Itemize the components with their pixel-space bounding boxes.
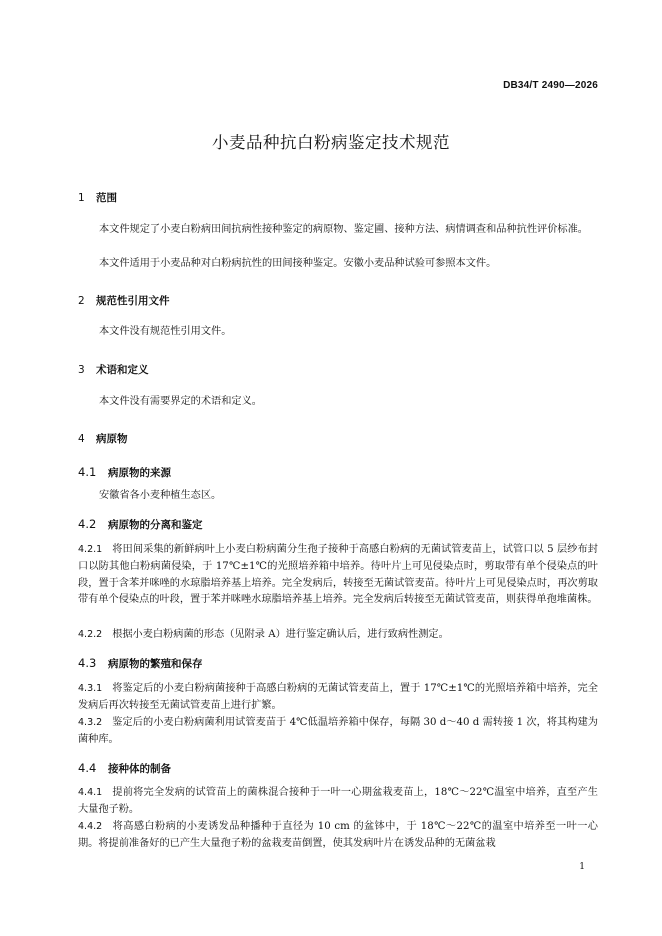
section-title: 规范性引用文件 (96, 295, 170, 307)
section-title: 术语和定义 (96, 364, 149, 376)
section-title: 范围 (96, 192, 117, 204)
section-title: 病原物 (96, 433, 128, 445)
clause-text: 将田间采集的新鲜病叶上小麦白粉病菌分生孢子接种于高感白粉病的无菌试管麦苗上，试管口以 5 层纱布封口以防其他白粉病菌侵染，于 17℃±1℃的光照培养箱中培养。待叶片上可见侵染点时，剪取带有单个侵染点的叶段，置于含苯并咪唑的水琼脂培养基上培养。完全发病后，转接至无菌试管麦苗。待叶片上可见侵染点时，再次剪取带有单个侵染点的叶段，置于苯并咪唑水琼脂培养基上培养。完全发病后转接至无菌试管麦苗，则获得单孢堆菌株。 (78, 544, 598, 606)
section-heading-terms (78, 362, 149, 377)
section-heading-pathogen (78, 431, 128, 446)
clause-4-4-2 (78, 819, 598, 853)
clause-text: 鉴定后的小麦白粉病菌利用试管麦苗于 4℃低温培养箱中保存，每隔 30 d～40 d 需转接 1 次，将其构建为菌种库。 (78, 717, 598, 745)
subsection-title: 病原物的繁殖和保存 (108, 658, 203, 670)
clause-4-4-1 (78, 785, 598, 819)
clause-4-3-2 (78, 715, 598, 749)
subsection-title: 病原物的分离和鉴定 (108, 519, 203, 531)
subsection-heading-4-4 (78, 761, 171, 776)
clause-text: 将鉴定后的小麦白粉病菌接种于高感白粉病的无菌试管麦苗上，置于 17℃±1℃的光照培养箱中培养，完全发病后再次转接至无菌试管麦苗上进行扩繁。 (78, 683, 598, 711)
clause-number: 4.2.2 (78, 629, 103, 640)
section-heading-normative-references (78, 293, 170, 308)
clause-number: 4.2.1 (78, 544, 103, 555)
subsection-title: 接种体的制备 (108, 763, 171, 775)
document-title: 小麦品种抗白粉病鉴定技术规范 (212, 133, 450, 152)
subsection-title: 病原物的来源 (108, 467, 171, 479)
subsection-heading-4-2 (78, 517, 203, 532)
clause-number: 4.4.1 (78, 787, 103, 798)
references-paragraph: 本文件没有规范性引用文件。 (99, 326, 232, 337)
standard-code: DB34/T 2490—2026 (503, 80, 598, 91)
clause-number: 4.3.2 (78, 717, 103, 728)
section-number: 2 (78, 295, 85, 307)
subsection-number: 4.2 (78, 517, 97, 531)
section-number: 1 (78, 192, 85, 204)
subsection-number: 4.4 (78, 761, 97, 775)
clause-4-2-1 (78, 542, 598, 609)
subsection-number: 4.1 (78, 465, 97, 479)
scope-paragraph-1: 本文件规定了小麦白粉病田间抗病性接种鉴定的病原物、鉴定圃、接种方法、病情调查和品种抗性评价标准。 (99, 224, 588, 235)
section-number: 4 (78, 433, 85, 445)
clause-number: 4.3.1 (78, 683, 103, 694)
page-number: 1 (579, 862, 585, 872)
subsection-heading-4-1 (78, 465, 171, 480)
pathogen-source-paragraph: 安徽省各小麦种植生态区。 (99, 490, 222, 501)
terms-paragraph: 本文件没有需要界定的术语和定义。 (99, 396, 262, 407)
subsection-number: 4.3 (78, 656, 97, 670)
clause-4-2-2 (78, 627, 598, 644)
clause-text: 根据小麦白粉病菌的形态（见附录 A）进行鉴定确认后，进行致病性测定。 (112, 629, 449, 640)
scope-paragraph-2: 本文件适用于小麦品种对白粉病抗性的田间接种鉴定。安徽小麦品种试验可参照本文件。 (99, 258, 497, 269)
clause-text: 提前将完全发病的试管苗上的菌株混合接种于一叶一心期盆栽麦苗上，18℃～22℃温室中培养，直至产生大量孢子粉。 (78, 787, 598, 815)
section-number: 3 (78, 364, 85, 376)
section-heading-scope (78, 190, 117, 205)
subsection-heading-4-3 (78, 656, 203, 671)
clause-number: 4.4.2 (78, 821, 103, 832)
clause-text: 将高感白粉病的小麦诱发品种播种于直径为 10 cm 的盆钵中，于 18℃～22℃的温室中培养至一叶一心期。将提前准备好的已产生大量孢子粉的盆栽麦苗倒置，使其发病叶片在诱发品种的无菌盆栽 (78, 821, 598, 849)
clause-4-3-1 (78, 681, 598, 715)
